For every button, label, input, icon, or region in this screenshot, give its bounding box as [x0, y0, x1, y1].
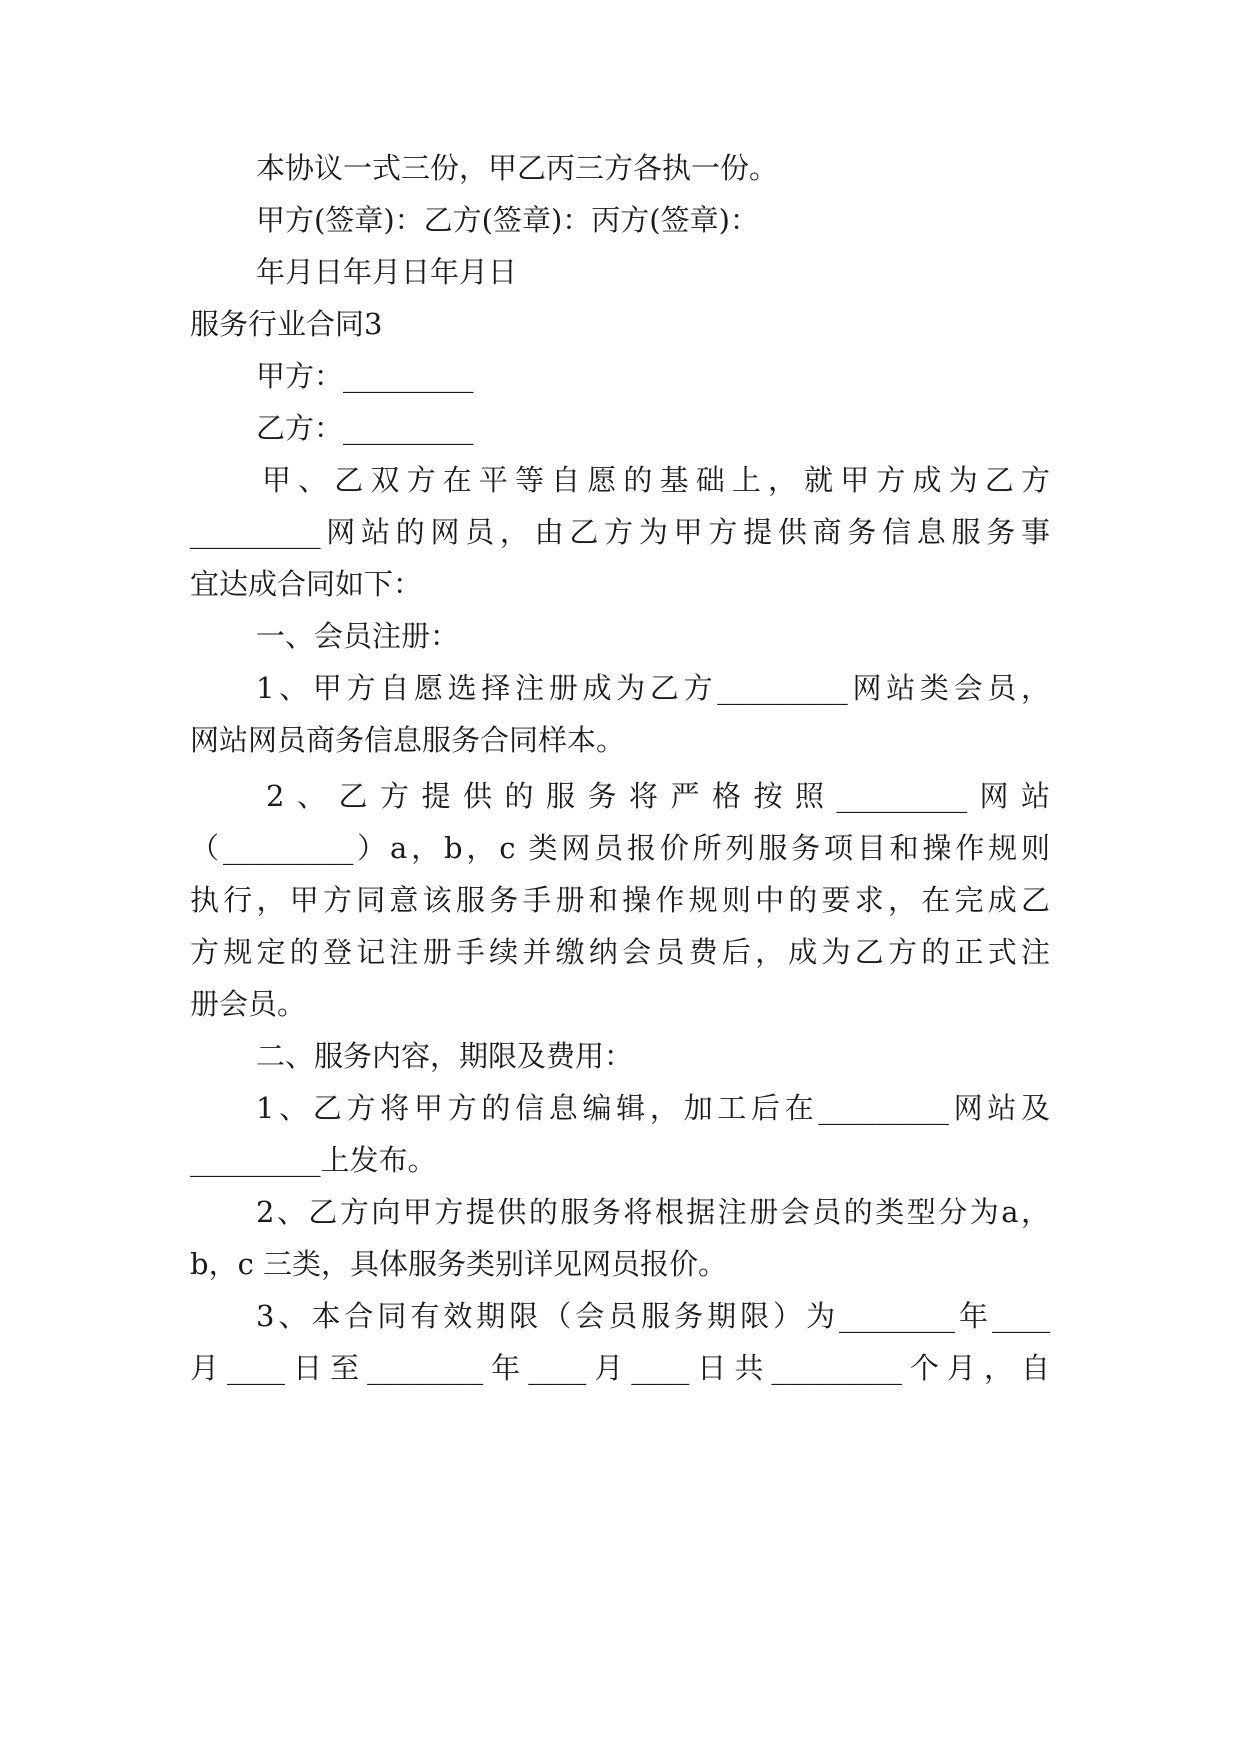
- text-line: 甲方(签章)：乙方(签章)：丙方(签章)：: [256, 203, 759, 237]
- text-line: 月____日至________年____月____日共_________个月，自: [190, 1351, 1050, 1385]
- text-line: 1、乙方将甲方的信息编辑，加工后在_________网站及: [256, 1091, 1050, 1125]
- text-line: 2、乙方向甲方提供的服务将根据注册会员的类型分为a，: [256, 1195, 1050, 1229]
- text-line: 方规定的登记注册手续并缴纳会员费后，成为乙方的正式注: [190, 935, 1050, 969]
- text-line: 2、乙方提供的服务将严格按照_________网站: [266, 779, 1050, 813]
- text-line: 二、服务内容，期限及费用：: [256, 1039, 634, 1073]
- text-line: 年月日年月日年月日: [256, 255, 518, 289]
- text-line: 3、本合同有效期限（会员服务期限）为________年____: [256, 1299, 1050, 1333]
- text-line: 一、会员注册：: [256, 619, 460, 653]
- section-heading: 服务行业合同3: [190, 307, 383, 341]
- text-line: 宜达成合同如下：: [190, 567, 423, 601]
- text-line: 本协议一式三份，甲乙丙三方各执一份。: [256, 151, 779, 185]
- text-line: （_________）a，b，c 类网员报价所列服务项目和操作规则: [190, 831, 1050, 865]
- text-line: 1、甲方自愿选择注册成为乙方_________网站类会员，: [256, 671, 1050, 705]
- text-line: _________网站的网员，由乙方为甲方提供商务信息服务事: [190, 515, 1050, 549]
- text-line: _________上发布。: [190, 1143, 437, 1177]
- text-line: 乙方：_________: [256, 411, 474, 445]
- text-line: b，c 三类，具体服务类别详见网员报价。: [190, 1247, 728, 1281]
- text-line: 执行，甲方同意该服务手册和操作规则中的要求，在完成乙: [190, 883, 1050, 917]
- text-line: 册会员。: [190, 987, 307, 1021]
- text-line: 网站网员商务信息服务合同样本。: [190, 723, 626, 757]
- text-line: 甲方：_________: [256, 359, 474, 393]
- text-line: 甲、乙双方在平等自愿的基础上，就甲方成为乙方: [262, 463, 1050, 497]
